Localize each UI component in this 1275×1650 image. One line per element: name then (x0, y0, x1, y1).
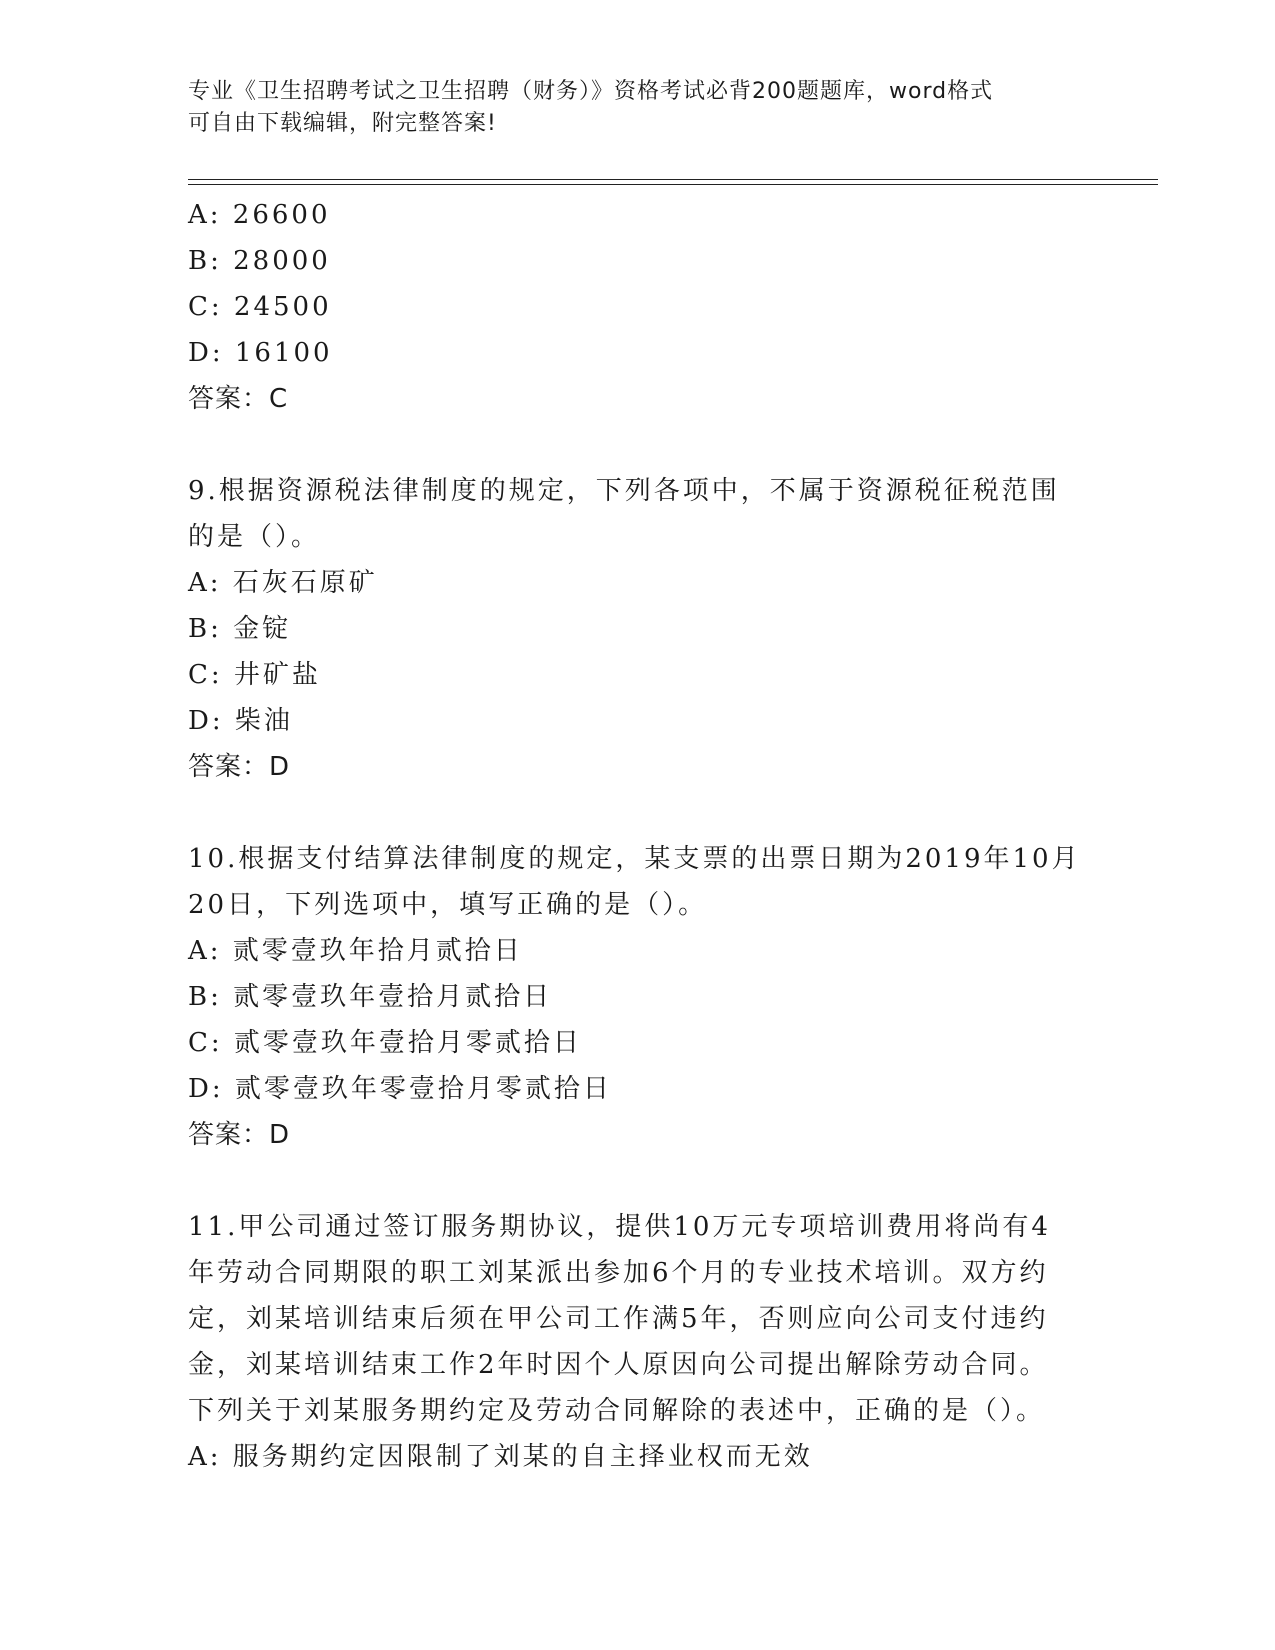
option-d: D: 柴油 (188, 706, 293, 736)
header-divider-bottom (188, 184, 1158, 185)
option-d: D: 16100 (188, 338, 333, 368)
question-stem-line: 11.甲公司通过签订服务期协议，提供10万元专项培训费用将尚有4 (188, 1212, 1051, 1242)
header-line-1: 专业《卫生招聘考试之卫生招聘（财务）》资格考试必背200题题库，word格式 (188, 79, 994, 104)
document-body (188, 192, 1081, 1480)
option-a: A: 26600 (188, 200, 331, 230)
spacer (188, 1158, 1078, 1204)
question-stem-line: 20日，下列选项中，填写正确的是（）。 (188, 890, 708, 920)
option-a: A: 贰零壹玖年拾月贰拾日 (188, 936, 523, 966)
question-stem-line: 的是（）。 (188, 522, 321, 552)
option-b: B: 贰零壹玖年壹拾月贰拾日 (188, 982, 553, 1012)
header-line-2: 可自由下载编辑，附完整答案! (188, 111, 497, 136)
question-stem-line: 下列关于刘某服务期约定及劳动合同解除的表述中，正确的是（）。 (188, 1396, 1046, 1426)
option-c: C: 贰零壹玖年壹拾月零贰拾日 (188, 1028, 582, 1058)
option-b: B: 金锭 (188, 614, 292, 644)
question-stem-line: 10.根据支付结算法律制度的规定，某支票的出票日期为2019年10月 (188, 844, 1081, 874)
question-8 (188, 192, 1078, 422)
answer: 答案：D (188, 1120, 291, 1150)
question-stem-line: 金，刘某培训结束工作2年时因个人原因向公司提出解除劳动合同。 (188, 1350, 1049, 1380)
option-b: B: 28000 (188, 246, 331, 276)
spacer (188, 790, 1078, 836)
question-9 (188, 468, 1078, 790)
question-stem-line: 年劳动合同期限的职工刘某派出参加6个月的专业技术培训。双方约 (188, 1258, 1049, 1288)
question-10 (188, 836, 1081, 1158)
answer: 答案：C (188, 384, 289, 414)
question-stem-line: 9.根据资源税法律制度的规定，下列各项中，不属于资源税征税范围 (188, 476, 1060, 506)
option-c: C: 井矿盐 (188, 660, 321, 690)
answer: 答案：D (188, 752, 291, 782)
option-a: A: 服务期约定因限制了刘某的自主择业权而无效 (188, 1442, 813, 1472)
option-d: D: 贰零壹玖年零壹拾月零贰拾日 (188, 1074, 612, 1104)
header-divider-top (188, 179, 1158, 180)
option-c: C: 24500 (188, 292, 332, 322)
spacer (188, 422, 1078, 468)
document-header (188, 76, 1068, 140)
option-a: A: 石灰石原矿 (188, 568, 378, 598)
question-stem-line: 定，刘某培训结束后须在甲公司工作满5年，否则应向公司支付违约 (188, 1304, 1049, 1334)
question-11 (188, 1204, 1078, 1480)
